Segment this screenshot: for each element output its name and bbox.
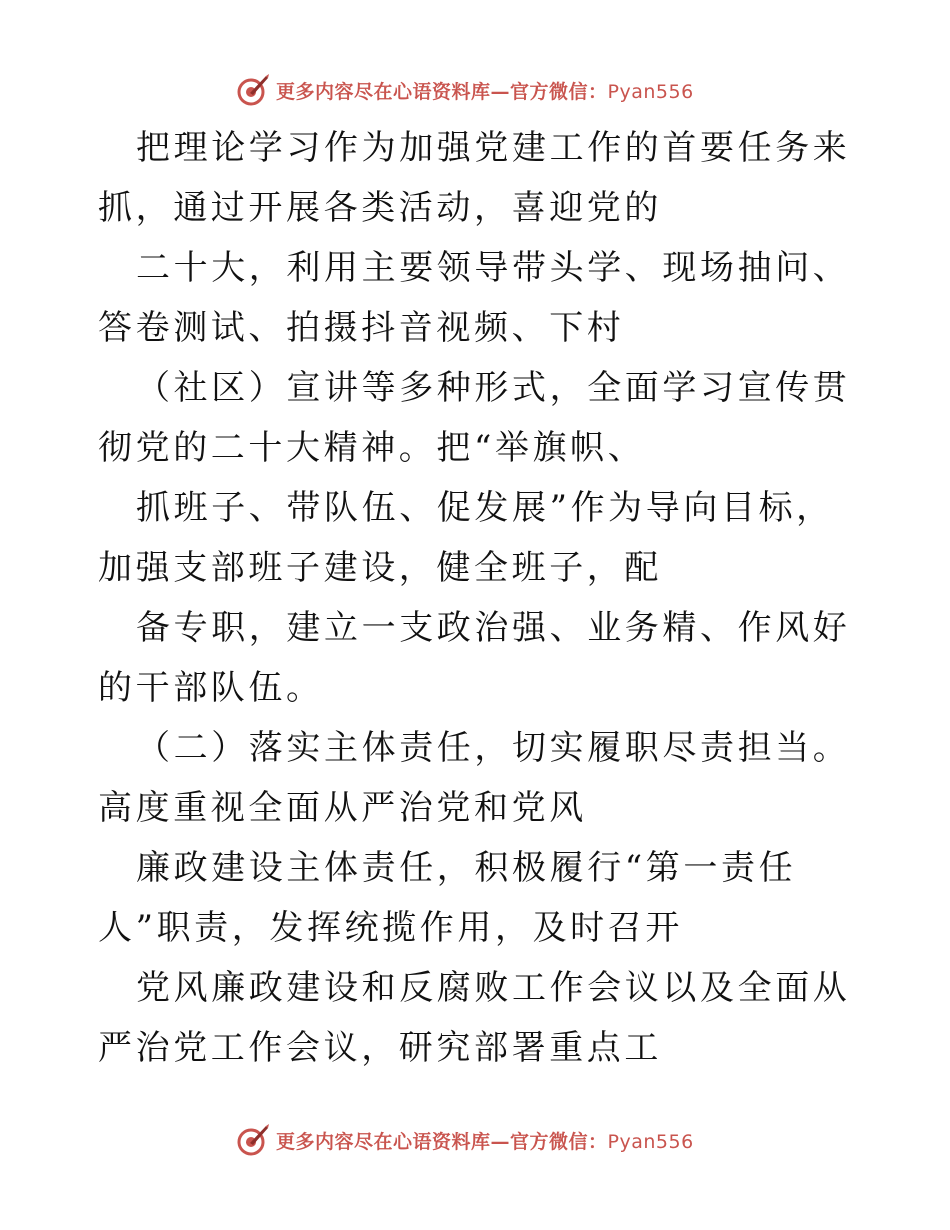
watermark-text: 更多内容尽在心语资料库—官方微信：Pyan556 [276,80,694,103]
paragraph-1: 把理论学习作为加强党建工作的首要任务来抓，通过开展各类活动，喜迎党的 [98,128,851,228]
header-watermark [236,72,756,108]
paragraph-6: （二）落实主体责任，切实履职尽责担当。高度重视全面从严治党和党风 [98,728,851,828]
paragraph-5: 备专职，建立一支政治强、业务精、作风好的干部队伍。 [98,608,851,708]
watermark-wechat-id: Pyan556 [607,1130,694,1153]
watermark-text: 更多内容尽在心语资料库—官方微信：Pyan556 [276,1130,694,1153]
paragraph-7: 廉政建设主体责任，积极履行“第一责任人”职责，发挥统揽作用，及时召开 [98,848,797,948]
footer-watermark [236,1122,756,1158]
quill-logo-icon [236,73,270,107]
quill-logo-icon [236,1123,270,1157]
paragraph-4: 抓班子、带队伍、促发展”作为导向目标，加强支部班子建设，健全班子，配 [98,488,834,588]
paragraph-2: 二十大，利用主要领导带头学、现场抽问、答卷测试、拍摄抖音视频、下村 [98,248,851,348]
paragraph-8: 党风廉政建设和反腐败工作会议以及全面从严治党工作会议，研究部署重点工 [98,968,851,1068]
watermark-wechat-id: Pyan556 [607,80,694,103]
body-text [98,118,858,1078]
paragraph-3: （社区）宣讲等多种形式，全面学习宣传贯彻党的二十大精神。把“举旗帜、 [98,368,851,468]
